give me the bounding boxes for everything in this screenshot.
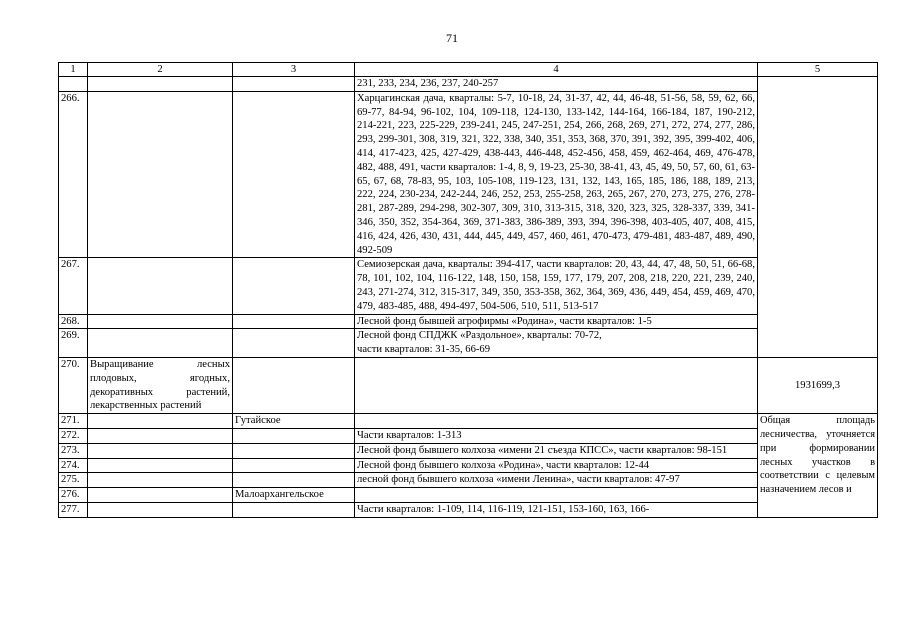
- row-number: 268.: [59, 314, 88, 329]
- row-number: 271.: [59, 414, 88, 429]
- row-number: 266.: [59, 91, 88, 258]
- table-row-276: [59, 488, 878, 503]
- forestry-district-cell: Малоархангельское: [233, 488, 355, 503]
- header-col-4: 4: [355, 63, 758, 77]
- table-row-268: [59, 314, 878, 329]
- header-row: [59, 63, 878, 77]
- area-cell: 1931699,3: [758, 357, 878, 413]
- table-row-continuation: [59, 77, 878, 92]
- page-number: 71: [446, 31, 458, 45]
- table-row-270: [59, 357, 878, 413]
- row-number: 272.: [59, 428, 88, 443]
- row-number: 276.: [59, 488, 88, 503]
- table-row-275: [59, 473, 878, 488]
- row-number: 269.: [59, 329, 88, 358]
- quarters-cell: Лесной фонд СПДЖК «Раздольное», кварталы: 70-72, части кварталов: 31-35, 66-69: [355, 329, 758, 358]
- quarters-cell: Лесной фонд бывшего колхоза «имени 21 съезда КПСС», части кварталов: 98-151: [355, 443, 758, 458]
- quarters-cell: Харцагинская дача, кварталы: 5-7, 10-18, 24, 31-37, 42, 44, 46-48, 51-56, 58, 59, 62, 66, 69-77, 84-94, 96-102, 104, 109-118, 124-130, 133-142, 144-164, 166-184, 187, 190-212, 214-221, 223, 225-229, 239-241, 245, 247-251, 254, 266, 268, 269, 271, 272, 274, 277, 286, 293, 299-301, 308, 319, 321, 322, 338, 340, 351, 353, 368, 370, 391, 392, 395, 399-402, 406, 414, 417-423, 425, 427-429, 438-443, 446-448, 452-456, 458, 459, 462-464, 469, 476-478, 482, 488, 491, части кварталов: 1-4, 8, 9, 19-23, 25-30, 38-41, 43, 45, 49, 50, 57, 60, 61, 63-65, 67, 68, 78-83, 95, 103, 105-108, 119-123, 131, 132, 143, 165, 185, 186, 188, 189, 213, 222, 224, 230-234, 242-244, 246, 252, 253, 255-258, 263, 265, 267, 270, 273, 275, 276, 278-281, 287-289, 294-298, 302-307, 309, 310, 313-315, 318, 320, 323, 325, 328-337, 339, 341-346, 350, 352, 354-364, 369, 371-383, 386-389, 393, 394, 396-398, 403-405, 407, 408, 415, 416, 424, 426, 430, 431, 444, 445, 449, 457, 460, 461, 470-473, 479-481, 483-487, 489, 490, 492-509: [355, 91, 758, 258]
- row-number: 270.: [59, 357, 88, 413]
- area-note-cell: Общая площадь лесничества, уточняется при формировании лесных участков в соответствии с целевым назначением лесов и: [758, 414, 878, 518]
- quarters-cell: лесной фонд бывшего колхоза «имени Ленина», части кварталов: 47-97: [355, 473, 758, 488]
- quarters-cell: Части кварталов: 1-313: [355, 428, 758, 443]
- table-row-272: [59, 428, 878, 443]
- header-col-1: 1: [59, 63, 88, 77]
- quarters-cell: 231, 233, 234, 236, 237, 240-257: [355, 77, 758, 92]
- forestry-district-cell: Гутайское: [233, 414, 355, 429]
- row-number: 275.: [59, 473, 88, 488]
- header-col-2: 2: [88, 63, 233, 77]
- table-row-271: [59, 414, 878, 429]
- table-row-269: [59, 329, 878, 358]
- table-row-277: [59, 502, 878, 517]
- table-row-274: [59, 458, 878, 473]
- row-number: 274.: [59, 458, 88, 473]
- quarters-cell: Части кварталов: 1-109, 114, 116-119, 121-151, 153-160, 163, 166-: [355, 502, 758, 517]
- table-row-266: [59, 91, 878, 258]
- table-row-267: [59, 258, 878, 314]
- quarters-cell: Семиозерская дача, кварталы: 394-417, части кварталов: 20, 43, 44, 47, 48, 50, 51, 66-68, 78, 101, 102, 104, 116-122, 148, 150, 158, 159, 177, 179, 207, 208, 218, 220, 221, 239, 240, 243, 271-274, 312, 315-317, 349, 350, 353-358, 362, 364, 369, 436, 449, 454, 459, 469, 470, 479, 483-485, 488, 494-497, 504-506, 510, 511, 513-517: [355, 258, 758, 314]
- quarters-cell: Лесной фонд бывшего колхоза «Родина», части кварталов: 12-44: [355, 458, 758, 473]
- area-cell-empty: [758, 77, 878, 358]
- row-number: 267.: [59, 258, 88, 314]
- row-number: 273.: [59, 443, 88, 458]
- quarters-cell: Лесной фонд бывшей агрофирмы «Родина», части кварталов: 1-5: [355, 314, 758, 329]
- header-col-3: 3: [233, 63, 355, 77]
- forest-quarters-table: [58, 62, 878, 518]
- table-row-273: [59, 443, 878, 458]
- activity-type-cell: Выращивание лесных плодовых, ягодных, декоративных растений, лекарственных растений: [88, 357, 233, 413]
- row-number: 277.: [59, 502, 88, 517]
- header-col-5: 5: [758, 63, 878, 77]
